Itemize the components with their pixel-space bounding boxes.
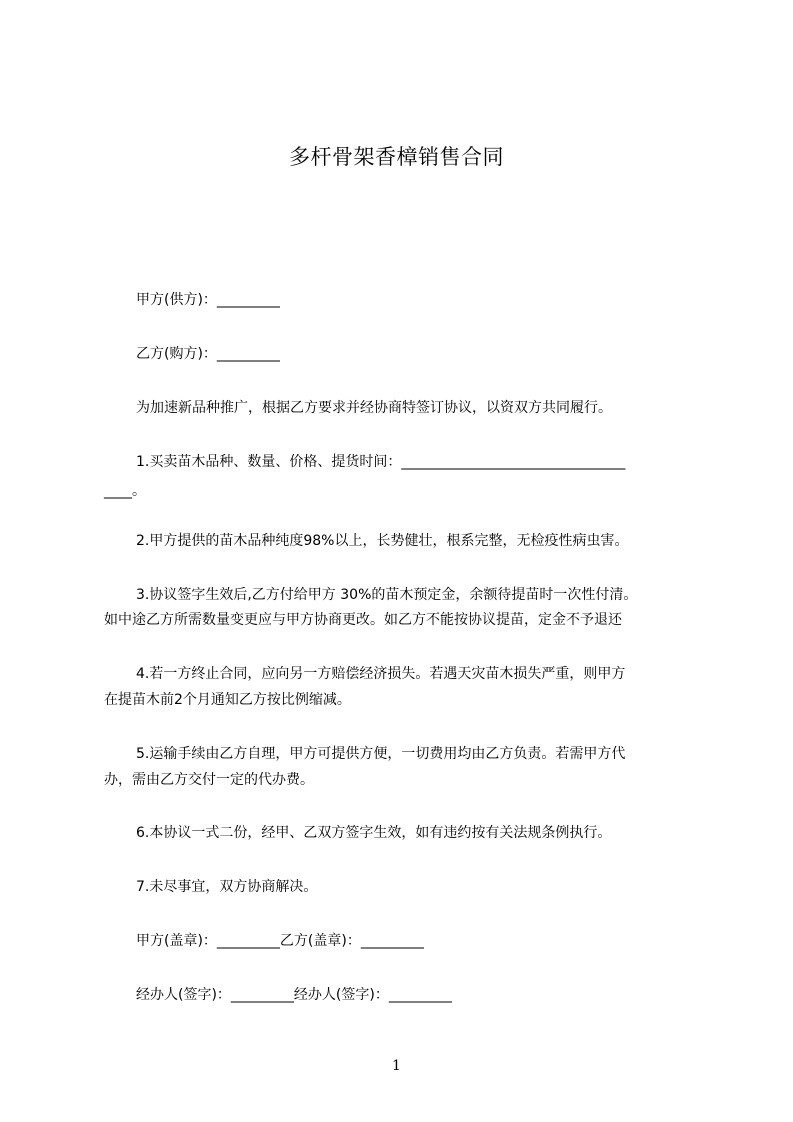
clause-4-line-1: 4.若一方终止合同，应向另一方赔偿经济损失。若遇天灾苗木损失严重，则甲方 [136, 666, 626, 682]
document-title: 多杆骨架香樟销售合同 [289, 145, 504, 169]
party-b-line: 乙方(购方)：_________ [136, 346, 280, 362]
seal-line: 甲方(盖章)：_________乙方(盖章)：_________ [136, 933, 424, 949]
signature-line: 经办人(签字)：_________经办人(签字)：_________ [136, 987, 452, 1003]
intro-paragraph: 为加速新品种推广，根据乙方要求并经协商特签订协议，以资双方共同履行。 [136, 400, 612, 416]
clause-4-line-2: 在提苗木前2个月通知乙方按比例缩减。 [104, 692, 351, 708]
clause-1-line-2: ____。 [104, 483, 146, 499]
clause-7: 7.未尽事宜，双方协商解决。 [136, 879, 318, 895]
clause-5-line-1: 5.运输手续由乙方自理，甲方可提供方便，一切费用均由乙方负责。若需甲方代 [136, 746, 626, 762]
clause-2: 2.甲方提供的苗木品种纯度98%以上，长势健壮，根系完整，无检疫性病虫害。 [136, 533, 629, 549]
page-number: 1 [392, 1058, 401, 1074]
clause-1-line-1: 1.买卖苗木品种、数量、价格、提货时间：________________________________ [136, 454, 626, 470]
clause-3-line-1: 3.协议签字生效后,乙方付给甲方 30%的苗木预定金，余额待提苗时一次性付清。 [136, 587, 638, 603]
party-a-line: 甲方(供方)：_________ [136, 292, 280, 308]
clause-6: 6.本协议一式二份，经甲、乙双方签字生效，如有违约按有关法规条例执行。 [136, 825, 612, 841]
clause-3-line-2: 如中途乙方所需数量变更应与甲方协商更改。如乙方不能按协议提苗，定金不予退还 [104, 612, 622, 628]
clause-5-line-2: 办，需由乙方交付一定的代办费。 [104, 772, 314, 788]
